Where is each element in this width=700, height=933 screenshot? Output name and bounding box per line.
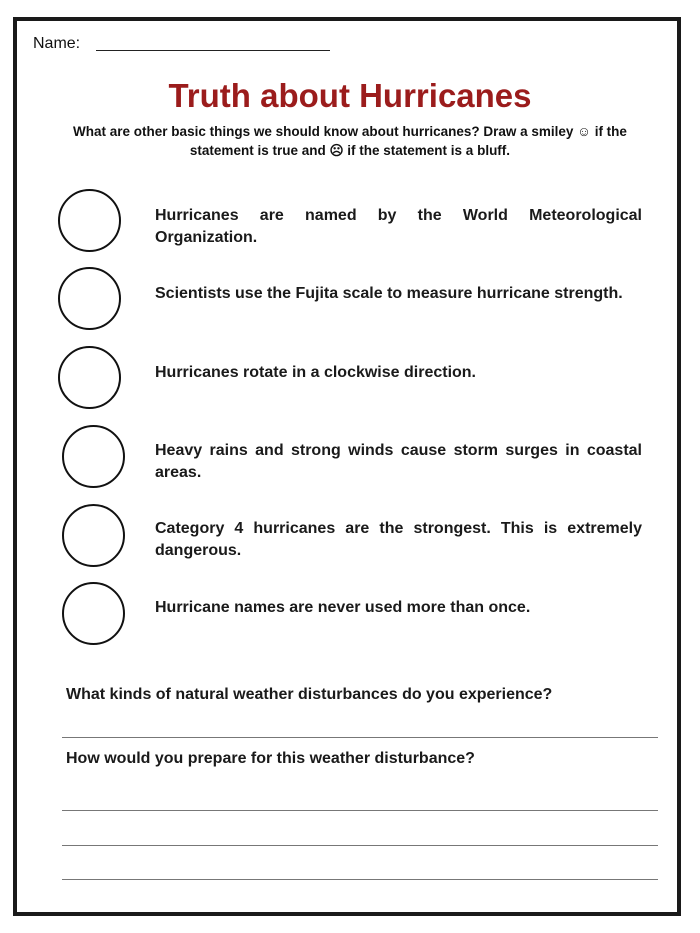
answer-line-3[interactable] [62, 845, 658, 846]
answer-circle-5[interactable] [62, 504, 125, 567]
name-label: Name: [33, 35, 81, 52]
question-1: What kinds of natural weather disturbances do you experience? [66, 686, 553, 703]
statement-2: Scientists use the Fujita scale to measure hurricane strength. [155, 285, 623, 302]
statement-6: Hurricane names are never used more than once. [155, 599, 531, 616]
question-2: How would you prepare for this weather disturbance? [66, 750, 475, 767]
worksheet-title: Truth about Hurricanes [168, 77, 532, 114]
statement-1: Hurricanes are named by the World Meteorological Organization. [155, 207, 642, 246]
answer-circle-3[interactable] [58, 346, 121, 409]
instructions-text: What are other basic things we should know about hurricanes? Draw a smiley ☺ if the statement is true and ☹ if the statement is a bluff. [73, 124, 627, 158]
statement-4: Heavy rains and strong winds cause storm surges in coastal areas. [155, 442, 642, 481]
answer-line-1[interactable] [62, 737, 658, 738]
name-input-line[interactable] [96, 50, 330, 51]
answer-circle-4[interactable] [62, 425, 125, 488]
statement-3: Hurricanes rotate in a clockwise direction. [155, 364, 476, 381]
answer-circle-2[interactable] [58, 267, 121, 330]
answer-line-4[interactable] [62, 879, 658, 880]
answer-line-2[interactable] [62, 810, 658, 811]
statement-5: Category 4 hurricanes are the strongest. This is extremely dangerous. [155, 520, 642, 559]
answer-circle-1[interactable] [58, 189, 121, 252]
answer-circle-6[interactable] [62, 582, 125, 645]
